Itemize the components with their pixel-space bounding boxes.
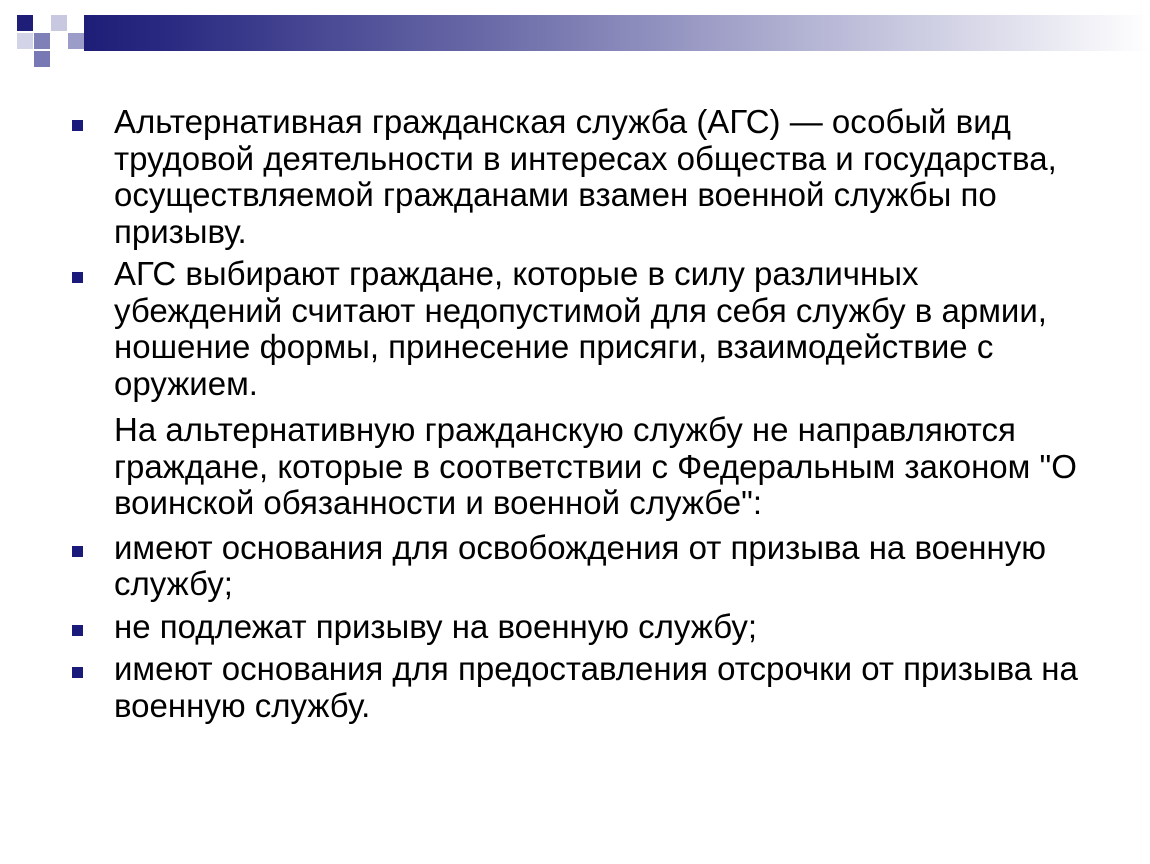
paragraph-item <box>72 412 1082 522</box>
decor-square <box>34 51 50 67</box>
decor-square <box>17 15 33 31</box>
slide-body <box>72 104 1082 730</box>
header-gradient-bar <box>84 15 1150 51</box>
square-bullet-icon <box>72 120 83 131</box>
square-bullet-icon <box>72 272 83 283</box>
square-bullet-icon <box>72 625 83 636</box>
bullet-item <box>72 256 1082 402</box>
bullet-item <box>72 530 1082 603</box>
bullet-item <box>72 651 1082 724</box>
bullet-text: не подлежат призыву на военную службу; <box>114 607 758 645</box>
square-bullet-icon <box>72 546 83 557</box>
decor-square <box>51 15 67 31</box>
decor-square <box>34 33 50 49</box>
decor-square <box>68 33 84 49</box>
paragraph-text: На альтернативную гражданскую службу не направляются граждане, которые в соответствии с Федеральным законом "О воинской обязанности и военной службе": <box>114 411 1077 521</box>
decor-square <box>17 33 33 49</box>
bullet-item <box>72 609 1082 646</box>
bullet-item <box>72 104 1082 250</box>
square-bullet-icon <box>72 667 83 678</box>
bullet-text: имеют основания для предоставления отсрочки от призыва на военную службу. <box>114 650 1078 724</box>
bullet-text: имеют основания для освобождения от призыва на военную службу; <box>114 528 1047 602</box>
bullet-text: АГС выбирают граждане, которые в силу различных убеждений считают недопустимой для себя службу в армии, ношение формы, принесение присяги, взаимодействие с оружием. <box>114 255 1047 402</box>
bullet-text: Альтернативная гражданская служба (АГС) — особый вид трудовой деятельности в интересах общества и государства, осуществляемой гражданами взамен военной службы по призыву. <box>114 103 1057 250</box>
